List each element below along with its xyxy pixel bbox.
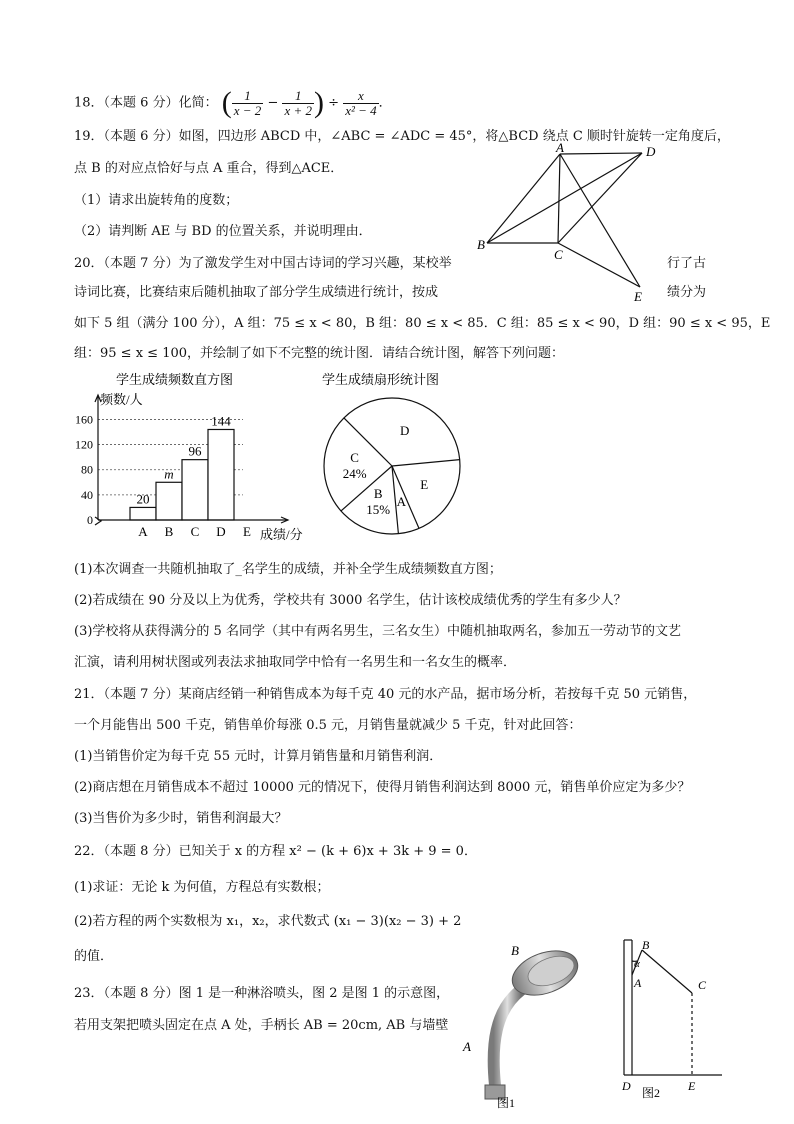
q19-line1: 19．（本题 6 分）如图，四边形 ABCD 中，∠ABC = ∠ADC = 45°，将△BCD 绕点 C 顺时针旋转一定角度后，: [74, 129, 730, 144]
pie-pct-B: 15%: [366, 501, 391, 517]
q21-s2: (2)商店想在月销售成本不超过 10000 元的情况下，使得月销售利润达到 8000 元，销售单价应定为多少？: [74, 780, 691, 795]
q23-line2: 若用支架把喷头固定在点 A 处，手柄长 AB = 20cm, AB 与墙壁: [74, 1018, 449, 1033]
hist-category-B: B: [164, 524, 174, 539]
q23-line1: 23．（本题 8 分）图 1 是一种淋浴喷头，图 2 是图 1 的示意图，: [74, 986, 450, 1001]
histogram: [68, 368, 318, 548]
pie-label-B: B: [373, 485, 383, 501]
seg-ce: [558, 243, 640, 287]
handle: [494, 990, 521, 1085]
q18-text: 化简：: [178, 95, 218, 111]
q21-line1: 21．（本题 7 分）某商店经销一种销售成本为每千克 40 元的水产品，据市场分析，若按每千克 50 元销售，: [74, 687, 697, 702]
q20-line4: 组：95 ≤ x ≤ 100，并绘制了如下不完整的统计图．请结合统计图，解答下列问题：: [74, 346, 565, 361]
hist-datalabel-A: 20: [136, 491, 150, 507]
hist-category-A: A: [138, 524, 148, 539]
fig1-label-a: A: [463, 1039, 471, 1054]
pie-pct-C: 24%: [342, 465, 367, 481]
hist-bar-B: [156, 482, 182, 520]
q22-s1: (1)求证：无论 k 为何值，方程总有实数根；: [74, 880, 330, 895]
hist-ytick: 120: [75, 437, 93, 452]
q18-frac2: $\frac{1}{x + 2}$: [284, 87, 313, 118]
seg-ad: [560, 153, 642, 154]
q18-frac3: $\frac{x}{\text{x² − 4}}$: [345, 87, 377, 118]
q23-figure1: [455, 935, 605, 1110]
hist-xlabel: 成绩/分: [260, 527, 303, 542]
q23-figure2: [612, 935, 732, 1110]
q20-q1: (1)本次调查一共随机抽取了_名学生的成绩，并补全学生成绩频数直方图；: [74, 562, 502, 577]
q20-q2: (2)若成绩在 90 分及以上为优秀，学校共有 3000 名学生，估计该校成绩优秀的学生有多少人？: [74, 593, 627, 608]
label-b: B: [477, 237, 485, 252]
q20-line1b: 行了古: [667, 256, 707, 271]
seg-ba: [487, 154, 560, 243]
pie-label-D: D: [399, 422, 410, 438]
hist-bar-A: [130, 507, 156, 520]
q20-q3b: 汇演，请利用树状图或列表法求抽取同学中恰有一名男生和一名女生的概率．: [74, 655, 517, 670]
q21-s1: (1)当销售价定为每千克 55 元时，计算月销售量和月销售利润．: [74, 749, 443, 764]
hist-bar-C: [182, 460, 208, 520]
hist-ylabel: 频数/人: [100, 392, 143, 407]
hist-bar-D: [208, 429, 234, 520]
label-c: C: [554, 247, 563, 262]
q19-sub2: （2）请判断 AE 与 BD 的位置关系，并说明理由．: [74, 224, 372, 239]
pie-label-E: E: [420, 477, 429, 493]
q22-s2: (2)若方程的两个实数根为 x₁，x₂，求代数式 (x₁ − 3)(x₂ − 3) + 2: [74, 914, 462, 929]
hist-ytick: 0: [87, 513, 93, 527]
q20-line1a: 20．（本题 7 分）为了激发学生对中国古诗词的学习兴趣，某校举: [74, 256, 452, 271]
label-d: D: [646, 144, 656, 159]
hist-category-D: D: [216, 524, 226, 539]
fig2-label-a: A: [634, 976, 642, 990]
fig1-label-b: B: [511, 943, 519, 958]
q18-line: 18．（本题 6 分）化简： ( $\frac{1}{x - 2}$ − $\frac{1}{x + 2}$ ) ÷ $\frac{x}{\text{x² − 4}}$ ．: [74, 86, 392, 119]
q20-line2a: 诗词比赛，比赛结束后随机抽取了部分学生成绩进行统计，按成: [74, 285, 439, 300]
q20-line2b: 绩分为: [667, 285, 707, 300]
fig2-label-b: B: [642, 938, 650, 952]
fig2-caption: 图2: [642, 1086, 661, 1100]
pie-chart: [312, 368, 472, 538]
q21-s3: (3)当售价为多少时，销售利润最大？: [74, 811, 288, 826]
q18-number: 18．: [74, 95, 104, 111]
label-e: E: [634, 289, 642, 304]
q22-s2b: 的值．: [74, 949, 114, 964]
q19-line2: 点 B 的对应点恰好与点 A 重合，得到△ACE．: [74, 161, 344, 176]
hist-datalabel-C: 96: [188, 443, 202, 459]
hist-ytick: 40: [81, 487, 93, 502]
fig2-label-e: E: [688, 1079, 696, 1093]
seg-ae: [560, 154, 640, 287]
seg-bd: [487, 153, 642, 243]
pie-title: 学生成绩扇形统计图: [322, 372, 440, 387]
q21-line2: 一个月能售出 500 千克，销售单价每涨 0.5 元，月销售量就减少 5 千克，针对此回答：: [74, 718, 582, 733]
fig2-label-c: C: [698, 978, 707, 992]
hist-datalabel-B: m: [164, 466, 174, 482]
hist-ytick: 80: [81, 462, 93, 477]
pie-label-C: C: [350, 449, 359, 465]
q19-sub1: （1）请求出旋转角的度数；: [74, 193, 239, 208]
fig2-label-d: D: [622, 1079, 631, 1093]
seg-cd: [558, 153, 642, 243]
hist-category-C: C: [190, 524, 200, 539]
q20-q3a: (3)学校将从获得满分的 5 名同学（其中有两名男生，三名女生）中随机抽取两名，参加五一劳动节的文艺: [74, 624, 681, 639]
pie-label-A: A: [396, 494, 406, 510]
label-a: A: [556, 140, 564, 155]
hist-datalabel-D: 144: [211, 413, 231, 429]
fig2-label-alpha: α: [634, 958, 640, 970]
hist-ytick: 160: [75, 412, 93, 427]
q22-line1: 22．（本题 8 分）已知关于 x 的方程 x² − (k + 6)x + 3k + 9 = 0．: [74, 844, 477, 859]
q19-figure: [470, 140, 670, 305]
q18-frac1: $\frac{1}{x - 2}$: [233, 87, 262, 118]
q18-score: （本题 6 分）: [103, 95, 179, 111]
seg-bc: [642, 950, 692, 993]
q20-line3: 如下 5 组（满分 100 分），A 组：75 ≤ x < 80，B 组：80 ≤ x < 85．C 组：85 ≤ x < 90，D 组：90 ≤ x < 95，E: [74, 316, 771, 331]
fig1-caption: 图1: [497, 1096, 516, 1110]
seg-ac: [558, 154, 560, 243]
hist-category-E: E: [243, 524, 251, 539]
hist-title: 学生成绩频数直方图: [116, 372, 234, 387]
